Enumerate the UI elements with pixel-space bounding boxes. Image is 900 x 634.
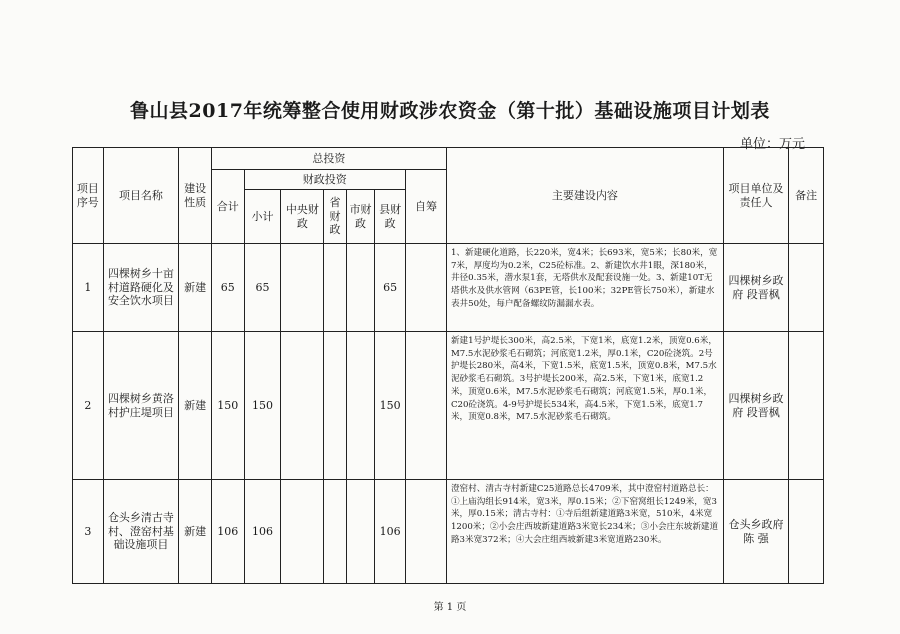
row-subtotal: 106 <box>244 480 281 584</box>
project-table <box>72 147 824 584</box>
row-self <box>405 332 446 480</box>
header-nature: 建设性质 <box>179 148 212 244</box>
row-seq: 1 <box>73 244 104 332</box>
row-nature: 新建 <box>179 480 212 584</box>
header-total-investment: 总投资 <box>211 148 446 170</box>
row-subtotal: 65 <box>244 244 281 332</box>
row-remark <box>789 244 824 332</box>
table-row <box>73 244 824 332</box>
page-number: 第 1 页 <box>433 602 467 613</box>
header-fiscal: 财政投资 <box>244 170 405 190</box>
row-province <box>324 332 346 480</box>
row-total: 150 <box>211 332 244 480</box>
row-name: 四棵树乡十亩村道路硬化及安全饮水项目 <box>103 244 179 332</box>
row-county: 106 <box>375 480 406 584</box>
row-content: 新建1号护堤长300米，高2.5米，下宽1米，底宽1.2米，顶宽0.6米，M7.5水泥砂浆毛石砌筑；河底宽1.2米，厚0.1米，C20砼浇筑。2号护堤长280米，高4米，下宽1.5米，底宽1.5米，顶宽0.8米，M7.5水泥砂浆毛石砌筑。3号护堤长200米，高2.5米，下宽1米，底宽1.2米，顶宽0.6米，M7.5水泥砂浆毛石砌筑；河底宽1.5米，厚0.1米，C20砼浇筑。4-9号护堤长534米，高4.5米，下宽1.5米，底宽1.7米，顶宽0.8米，M7.5水泥砂浆毛石砌筑。 <box>446 332 723 480</box>
table-row <box>73 332 824 480</box>
row-remark <box>789 332 824 480</box>
row-central <box>281 244 324 332</box>
row-self <box>405 480 446 584</box>
row-city <box>346 480 375 584</box>
document-title: 鲁山县2017年统筹整合使用财政涉农资金（第十批）基础设施项目计划表 <box>130 100 770 122</box>
row-seq: 3 <box>73 480 104 584</box>
header-province: 省财政 <box>324 190 346 244</box>
header-remark: 备注 <box>789 148 824 244</box>
table-row <box>73 480 824 584</box>
row-seq: 2 <box>73 332 104 480</box>
row-content: 澄窑村、清古寺村新建C25道路总长4709米，其中澄窑村道路总长：①上庙沟组长914米，宽3米，厚0.15米；②下窑窝组长1249米，宽3米，厚0.15米；清古寺村：①寺后组新建道路3米宽，510米，4米宽1200米；②小会庄西坡新建道路3米宽长234米；③小会庄东坡新建道路3米宽372米；④大会庄组西坡新建3米宽道路230米。 <box>446 480 723 584</box>
header-seq: 项目序号 <box>73 148 104 244</box>
row-city <box>346 332 375 480</box>
row-county: 150 <box>375 332 406 480</box>
row-content: 1、新建硬化道路，长220米，宽4米；长693米，宽5米；长80米，宽7米，厚度均为0.2米，C25砼标准。2、新建饮水井1眼，深180米，井径0.35米，潜水泵1套，无塔供水及配套设施一处。3、新建10T无塔供水及供水管网（63PE管，长100米；32PE管长750米），新建水表井50处，每户配备螺纹防漏漏水表。 <box>446 244 723 332</box>
row-city <box>346 244 375 332</box>
row-province <box>324 480 346 584</box>
row-nature: 新建 <box>179 244 212 332</box>
header-city: 市财政 <box>346 190 375 244</box>
row-county: 65 <box>375 244 406 332</box>
header-content: 主要建设内容 <box>446 148 723 244</box>
row-central <box>281 332 324 480</box>
header-central: 中央财政 <box>281 190 324 244</box>
row-name: 四棵树乡黄洛村护庄堤项目 <box>103 332 179 480</box>
header-subtotal: 小计 <box>244 190 281 244</box>
row-total: 65 <box>211 244 244 332</box>
unit-label: 单位：万元 <box>740 137 806 152</box>
row-remark <box>789 480 824 584</box>
row-central <box>281 480 324 584</box>
row-self <box>405 244 446 332</box>
row-resp: 仓头乡政府 陈 强 <box>723 480 788 584</box>
row-total: 106 <box>211 480 244 584</box>
row-name: 仓头乡清古寺村、澄窑村基础设施项目 <box>103 480 179 584</box>
header-county: 县财政 <box>375 190 406 244</box>
header-self: 自筹 <box>405 170 446 244</box>
header-unit-resp: 项目单位及责任人 <box>723 148 788 244</box>
row-subtotal: 150 <box>244 332 281 480</box>
header-total: 合计 <box>211 170 244 244</box>
row-province <box>324 244 346 332</box>
row-nature: 新建 <box>179 332 212 480</box>
row-resp: 四棵树乡政府 段晋枫 <box>723 244 788 332</box>
row-resp: 四棵树乡政府 段晋枫 <box>723 332 788 480</box>
header-name: 项目名称 <box>103 148 179 244</box>
